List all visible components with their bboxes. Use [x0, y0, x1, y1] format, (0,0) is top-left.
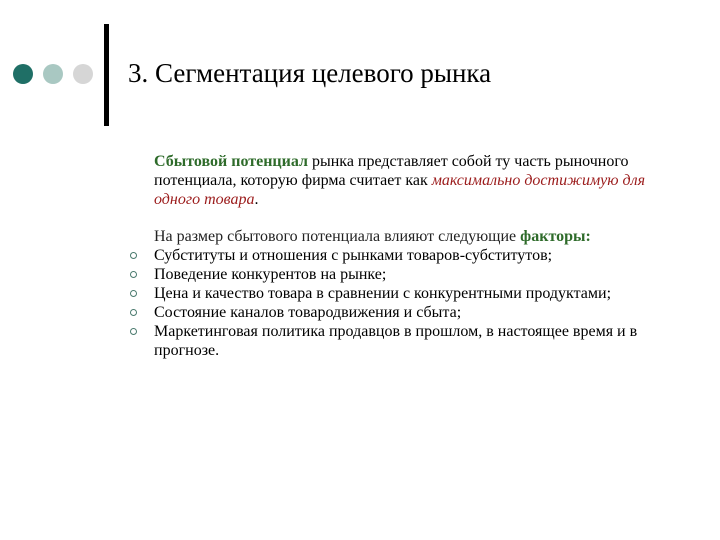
- list-item: [154, 322, 694, 360]
- factor-text: Маркетинговая политика продавцов в прошлом, в настоящее время и в прогнозе.: [154, 323, 638, 359]
- slide-title: 3. Сегментация целевого рынка: [128, 58, 492, 88]
- bullet-icon: [130, 309, 137, 316]
- dot-dark: [13, 64, 33, 84]
- definition-emphasis: максимально достижимую для одного товара: [154, 172, 646, 208]
- factors-list: [154, 246, 694, 360]
- list-item: [154, 265, 694, 284]
- list-item: [154, 303, 694, 322]
- factor-text: Состояние каналов товародвижения и сбыта;: [154, 304, 462, 321]
- factor-text: Поведение конкурентов на рынке;: [154, 266, 387, 283]
- slide-body: [154, 152, 694, 360]
- paragraph-definition: [154, 152, 694, 209]
- bullet-icon: [130, 328, 137, 335]
- definition-text-2: .: [254, 191, 259, 208]
- bullet-icon: [130, 290, 137, 297]
- list-item: [154, 246, 694, 265]
- term-sales-potential: Сбытовой потенциал: [154, 153, 308, 170]
- bullet-icon: [130, 271, 137, 278]
- bullet-icon: [130, 252, 137, 259]
- factors-label: факторы:: [520, 228, 591, 245]
- list-item: [154, 284, 694, 303]
- dot-mid: [43, 64, 63, 84]
- factor-text: Субституты и отношения с рынками товаров-субститутов;: [154, 247, 553, 264]
- factors-intro-text: На размер сбытового потенциала влияют следующие: [154, 228, 521, 245]
- title-divider: [104, 24, 109, 126]
- definition-text-1: рынка представляет собой ту часть рыночного потенциала, которую фирма считает как: [154, 153, 629, 189]
- decorative-dots: [13, 64, 93, 84]
- factor-text: Цена и качество товара в сравнении с конкурентными продуктами;: [154, 285, 612, 302]
- factors-intro: [154, 227, 694, 246]
- dot-light: [73, 64, 93, 84]
